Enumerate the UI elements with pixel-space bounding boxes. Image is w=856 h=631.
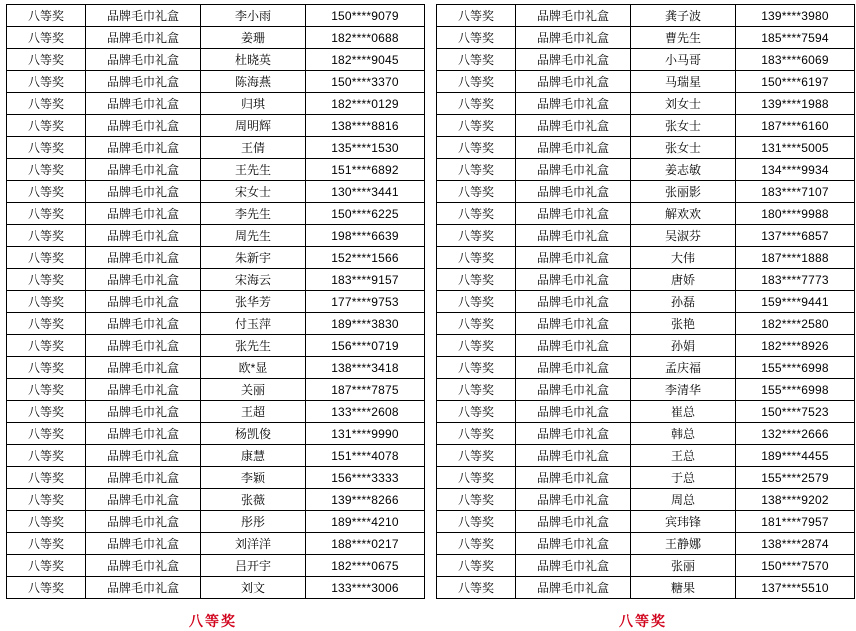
item-cell: 品牌毛巾礼盒 (516, 357, 631, 379)
table-row (7, 49, 425, 71)
item-cell: 品牌毛巾礼盒 (516, 93, 631, 115)
phone-cell: 180****9988 (736, 203, 855, 225)
name-cell: 付玉萍 (201, 313, 306, 335)
item-cell: 品牌毛巾礼盒 (516, 269, 631, 291)
name-cell: 李颖 (201, 467, 306, 489)
item-cell: 品牌毛巾礼盒 (86, 137, 201, 159)
prize-cell: 八等奖 (7, 335, 86, 357)
table-row (7, 247, 425, 269)
item-cell: 品牌毛巾礼盒 (86, 401, 201, 423)
table-row (7, 5, 425, 27)
prize-cell: 八等奖 (437, 511, 516, 533)
name-cell: 刘文 (201, 577, 306, 599)
table-row (437, 555, 855, 577)
left-footer-title: 八等奖 (189, 613, 237, 629)
name-cell: 姜志敏 (631, 159, 736, 181)
item-cell: 品牌毛巾礼盒 (86, 577, 201, 599)
item-cell: 品牌毛巾礼盒 (516, 511, 631, 533)
name-cell: 王总 (631, 445, 736, 467)
prize-cell: 八等奖 (437, 313, 516, 335)
item-cell: 品牌毛巾礼盒 (516, 533, 631, 555)
table-row (7, 467, 425, 489)
name-cell: 康慧 (201, 445, 306, 467)
prize-cell: 八等奖 (437, 401, 516, 423)
name-cell: 宋海云 (201, 269, 306, 291)
table-row (437, 247, 855, 269)
phone-cell: 139****1988 (736, 93, 855, 115)
table-row (437, 511, 855, 533)
table-row (7, 533, 425, 555)
table-row (437, 115, 855, 137)
name-cell: 吕开宇 (201, 555, 306, 577)
table-row (7, 225, 425, 247)
prize-cell: 八等奖 (7, 577, 86, 599)
prize-cell: 八等奖 (7, 489, 86, 511)
table-row (437, 225, 855, 247)
prize-cell: 八等奖 (7, 401, 86, 423)
item-cell: 品牌毛巾礼盒 (516, 445, 631, 467)
prize-cell: 八等奖 (7, 357, 86, 379)
table-row (437, 445, 855, 467)
prize-cell: 八等奖 (7, 49, 86, 71)
table-row (7, 27, 425, 49)
name-cell: 小马哥 (631, 49, 736, 71)
table-row (437, 5, 855, 27)
prize-cell: 八等奖 (437, 533, 516, 555)
item-cell: 品牌毛巾礼盒 (86, 115, 201, 137)
phone-cell: 182****0129 (306, 93, 425, 115)
table-row (7, 357, 425, 379)
prize-cell: 八等奖 (437, 49, 516, 71)
item-cell: 品牌毛巾礼盒 (86, 467, 201, 489)
phone-cell: 182****0675 (306, 555, 425, 577)
name-cell: 彤彤 (201, 511, 306, 533)
name-cell: 大伟 (631, 247, 736, 269)
table-row (437, 27, 855, 49)
table-row (437, 357, 855, 379)
phone-cell: 152****1566 (306, 247, 425, 269)
name-cell: 宾玮锋 (631, 511, 736, 533)
table-row (7, 335, 425, 357)
phone-cell: 187****7875 (306, 379, 425, 401)
name-cell: 归琪 (201, 93, 306, 115)
prize-cell: 八等奖 (437, 269, 516, 291)
table-row (7, 115, 425, 137)
phone-cell: 182****8926 (736, 335, 855, 357)
item-cell: 品牌毛巾礼盒 (86, 203, 201, 225)
name-cell: 马瑞星 (631, 71, 736, 93)
name-cell: 周总 (631, 489, 736, 511)
prize-cell: 八等奖 (7, 5, 86, 27)
table-row (437, 379, 855, 401)
name-cell: 韩总 (631, 423, 736, 445)
name-cell: 张丽影 (631, 181, 736, 203)
name-cell: 吴淑芬 (631, 225, 736, 247)
item-cell: 品牌毛巾礼盒 (86, 533, 201, 555)
prize-cell: 八等奖 (7, 71, 86, 93)
phone-cell: 130****3441 (306, 181, 425, 203)
phone-cell: 183****6069 (736, 49, 855, 71)
prize-cell: 八等奖 (437, 467, 516, 489)
prize-cell: 八等奖 (7, 467, 86, 489)
table-row (437, 159, 855, 181)
prize-cell: 八等奖 (7, 225, 86, 247)
name-cell: 王超 (201, 401, 306, 423)
table-row (437, 137, 855, 159)
item-cell: 品牌毛巾礼盒 (516, 423, 631, 445)
phone-cell: 150****6225 (306, 203, 425, 225)
table-row (7, 401, 425, 423)
item-cell: 品牌毛巾礼盒 (86, 379, 201, 401)
table-row (437, 49, 855, 71)
name-cell: 张华芳 (201, 291, 306, 313)
prize-cell: 八等奖 (7, 379, 86, 401)
name-cell: 王倩 (201, 137, 306, 159)
item-cell: 品牌毛巾礼盒 (516, 71, 631, 93)
phone-cell: 151****6892 (306, 159, 425, 181)
prize-cell: 八等奖 (7, 181, 86, 203)
name-cell: 张薇 (201, 489, 306, 511)
table-row (7, 137, 425, 159)
prize-cell: 八等奖 (7, 291, 86, 313)
item-cell: 品牌毛巾礼盒 (516, 159, 631, 181)
name-cell: 李先生 (201, 203, 306, 225)
item-cell: 品牌毛巾礼盒 (86, 269, 201, 291)
table-row (437, 93, 855, 115)
phone-cell: 156****3333 (306, 467, 425, 489)
prize-cell: 八等奖 (7, 115, 86, 137)
item-cell: 品牌毛巾礼盒 (516, 27, 631, 49)
table-row (7, 423, 425, 445)
name-cell: 李清华 (631, 379, 736, 401)
table-row (437, 181, 855, 203)
phone-cell: 177****9753 (306, 291, 425, 313)
prize-cell: 八等奖 (7, 159, 86, 181)
prize-cell: 八等奖 (437, 555, 516, 577)
phone-cell: 156****0719 (306, 335, 425, 357)
left-column (6, 4, 420, 599)
phone-cell: 138****3418 (306, 357, 425, 379)
prize-cell: 八等奖 (437, 445, 516, 467)
phone-cell: 155****6998 (736, 379, 855, 401)
phone-cell: 137****5510 (736, 577, 855, 599)
phone-cell: 138****2874 (736, 533, 855, 555)
table-row (7, 445, 425, 467)
prize-cell: 八等奖 (437, 225, 516, 247)
phone-cell: 138****8816 (306, 115, 425, 137)
table-row (7, 159, 425, 181)
prize-cell: 八等奖 (7, 445, 86, 467)
phone-cell: 198****6639 (306, 225, 425, 247)
table-row (7, 489, 425, 511)
prize-cell: 八等奖 (437, 489, 516, 511)
phone-cell: 182****2580 (736, 313, 855, 335)
name-cell: 周先生 (201, 225, 306, 247)
item-cell: 品牌毛巾礼盒 (516, 401, 631, 423)
table-row (437, 577, 855, 599)
table-row (437, 71, 855, 93)
left-footer (6, 611, 420, 631)
item-cell: 品牌毛巾礼盒 (86, 93, 201, 115)
item-cell: 品牌毛巾礼盒 (86, 445, 201, 467)
phone-cell: 189****3830 (306, 313, 425, 335)
item-cell: 品牌毛巾礼盒 (516, 555, 631, 577)
item-cell: 品牌毛巾礼盒 (86, 313, 201, 335)
item-cell: 品牌毛巾礼盒 (86, 225, 201, 247)
table-row (437, 423, 855, 445)
table-row (437, 291, 855, 313)
prize-cell: 八等奖 (437, 5, 516, 27)
table-row (7, 313, 425, 335)
phone-cell: 133****3006 (306, 577, 425, 599)
name-cell: 关丽 (201, 379, 306, 401)
phone-cell: 131****5005 (736, 137, 855, 159)
table-row (437, 533, 855, 555)
phone-cell: 150****7523 (736, 401, 855, 423)
phone-cell: 187****1888 (736, 247, 855, 269)
phone-cell: 151****4078 (306, 445, 425, 467)
name-cell: 糖果 (631, 577, 736, 599)
name-cell: 王先生 (201, 159, 306, 181)
item-cell: 品牌毛巾礼盒 (516, 577, 631, 599)
prize-cell: 八等奖 (7, 27, 86, 49)
winners-table-left (6, 4, 425, 599)
name-cell: 杜晓英 (201, 49, 306, 71)
name-cell: 张女士 (631, 115, 736, 137)
item-cell: 品牌毛巾礼盒 (516, 225, 631, 247)
table-row (7, 511, 425, 533)
prize-cell: 八等奖 (437, 93, 516, 115)
phone-cell: 181****7957 (736, 511, 855, 533)
footer-row (0, 611, 856, 631)
prize-cell: 八等奖 (437, 357, 516, 379)
item-cell: 品牌毛巾礼盒 (516, 335, 631, 357)
name-cell: 孙磊 (631, 291, 736, 313)
prize-cell: 八等奖 (437, 379, 516, 401)
prize-cell: 八等奖 (437, 423, 516, 445)
name-cell: 姜珊 (201, 27, 306, 49)
item-cell: 品牌毛巾礼盒 (516, 379, 631, 401)
name-cell: 王静娜 (631, 533, 736, 555)
item-cell: 品牌毛巾礼盒 (86, 291, 201, 313)
phone-cell: 137****6857 (736, 225, 855, 247)
phone-cell: 155****6998 (736, 357, 855, 379)
prize-cell: 八等奖 (7, 93, 86, 115)
phone-cell: 134****9934 (736, 159, 855, 181)
name-cell: 陈海燕 (201, 71, 306, 93)
item-cell: 品牌毛巾礼盒 (86, 335, 201, 357)
prize-cell: 八等奖 (437, 159, 516, 181)
winners-table-right-body (437, 5, 855, 599)
table-row (437, 313, 855, 335)
item-cell: 品牌毛巾礼盒 (516, 247, 631, 269)
name-cell: 于总 (631, 467, 736, 489)
phone-cell: 150****6197 (736, 71, 855, 93)
table-row (7, 203, 425, 225)
prize-cell: 八等奖 (437, 335, 516, 357)
item-cell: 品牌毛巾礼盒 (516, 467, 631, 489)
table-row (7, 555, 425, 577)
phone-cell: 187****6160 (736, 115, 855, 137)
name-cell: 张先生 (201, 335, 306, 357)
phone-cell: 138****9202 (736, 489, 855, 511)
name-cell: 张丽 (631, 555, 736, 577)
table-row (7, 181, 425, 203)
item-cell: 品牌毛巾礼盒 (516, 489, 631, 511)
phone-cell: 150****7570 (736, 555, 855, 577)
phone-cell: 182****0688 (306, 27, 425, 49)
prize-cell: 八等奖 (7, 555, 86, 577)
phone-cell: 182****9045 (306, 49, 425, 71)
table-row (437, 203, 855, 225)
phone-cell: 183****7107 (736, 181, 855, 203)
prize-cell: 八等奖 (437, 137, 516, 159)
name-cell: 张女士 (631, 137, 736, 159)
item-cell: 品牌毛巾礼盒 (86, 247, 201, 269)
item-cell: 品牌毛巾礼盒 (86, 423, 201, 445)
item-cell: 品牌毛巾礼盒 (516, 313, 631, 335)
phone-cell: 133****2608 (306, 401, 425, 423)
name-cell: 孙娟 (631, 335, 736, 357)
phone-cell: 159****9441 (736, 291, 855, 313)
item-cell: 品牌毛巾礼盒 (516, 5, 631, 27)
prize-cell: 八等奖 (7, 247, 86, 269)
item-cell: 品牌毛巾礼盒 (516, 181, 631, 203)
phone-cell: 131****9990 (306, 423, 425, 445)
item-cell: 品牌毛巾礼盒 (86, 27, 201, 49)
name-cell: 杨凯俊 (201, 423, 306, 445)
item-cell: 品牌毛巾礼盒 (86, 5, 201, 27)
prize-cell: 八等奖 (7, 203, 86, 225)
prize-cell: 八等奖 (437, 247, 516, 269)
winners-table-left-body (7, 5, 425, 599)
prize-cell: 八等奖 (437, 71, 516, 93)
item-cell: 品牌毛巾礼盒 (516, 49, 631, 71)
item-cell: 品牌毛巾礼盒 (516, 115, 631, 137)
name-cell: 解欢欢 (631, 203, 736, 225)
table-row (437, 335, 855, 357)
right-column (436, 4, 850, 599)
name-cell: 龚子波 (631, 5, 736, 27)
table-row (437, 401, 855, 423)
phone-cell: 185****7594 (736, 27, 855, 49)
name-cell: 孟庆福 (631, 357, 736, 379)
name-cell: 周明辉 (201, 115, 306, 137)
prize-cell: 八等奖 (7, 511, 86, 533)
prize-cell: 八等奖 (437, 203, 516, 225)
phone-cell: 135****1530 (306, 137, 425, 159)
table-row (437, 467, 855, 489)
prize-cell: 八等奖 (7, 269, 86, 291)
item-cell: 品牌毛巾礼盒 (86, 71, 201, 93)
table-row (7, 93, 425, 115)
phone-cell: 189****4455 (736, 445, 855, 467)
phone-cell: 139****8266 (306, 489, 425, 511)
prize-cell: 八等奖 (437, 115, 516, 137)
table-row (437, 269, 855, 291)
prize-cell: 八等奖 (7, 533, 86, 555)
item-cell: 品牌毛巾礼盒 (86, 511, 201, 533)
name-cell: 刘女士 (631, 93, 736, 115)
name-cell: 宋女士 (201, 181, 306, 203)
table-row (7, 291, 425, 313)
prize-cell: 八等奖 (437, 291, 516, 313)
name-cell: 曹先生 (631, 27, 736, 49)
name-cell: 崔总 (631, 401, 736, 423)
name-cell: 欧*显 (201, 357, 306, 379)
name-cell: 朱新宇 (201, 247, 306, 269)
item-cell: 品牌毛巾礼盒 (86, 489, 201, 511)
table-row (7, 379, 425, 401)
item-cell: 品牌毛巾礼盒 (86, 159, 201, 181)
phone-cell: 139****3980 (736, 5, 855, 27)
table-row (437, 489, 855, 511)
prize-cell: 八等奖 (7, 313, 86, 335)
right-footer-title: 八等奖 (619, 613, 667, 629)
name-cell: 李小雨 (201, 5, 306, 27)
item-cell: 品牌毛巾礼盒 (516, 203, 631, 225)
phone-cell: 183****7773 (736, 269, 855, 291)
prize-cell: 八等奖 (7, 137, 86, 159)
item-cell: 品牌毛巾礼盒 (86, 555, 201, 577)
item-cell: 品牌毛巾礼盒 (516, 137, 631, 159)
item-cell: 品牌毛巾礼盒 (86, 49, 201, 71)
table-row (7, 577, 425, 599)
prize-cell: 八等奖 (7, 423, 86, 445)
winners-table-right (436, 4, 855, 599)
prize-cell: 八等奖 (437, 27, 516, 49)
name-cell: 刘洋洋 (201, 533, 306, 555)
phone-cell: 132****2666 (736, 423, 855, 445)
item-cell: 品牌毛巾礼盒 (516, 291, 631, 313)
prize-cell: 八等奖 (437, 577, 516, 599)
item-cell: 品牌毛巾礼盒 (86, 181, 201, 203)
phone-cell: 183****9157 (306, 269, 425, 291)
right-footer (436, 611, 850, 631)
name-cell: 张艳 (631, 313, 736, 335)
table-row (7, 71, 425, 93)
prize-cell: 八等奖 (437, 181, 516, 203)
name-cell: 唐娇 (631, 269, 736, 291)
phone-cell: 189****4210 (306, 511, 425, 533)
phone-cell: 155****2579 (736, 467, 855, 489)
item-cell: 品牌毛巾礼盒 (86, 357, 201, 379)
phone-cell: 150****3370 (306, 71, 425, 93)
phone-cell: 150****9079 (306, 5, 425, 27)
phone-cell: 188****0217 (306, 533, 425, 555)
table-row (7, 269, 425, 291)
